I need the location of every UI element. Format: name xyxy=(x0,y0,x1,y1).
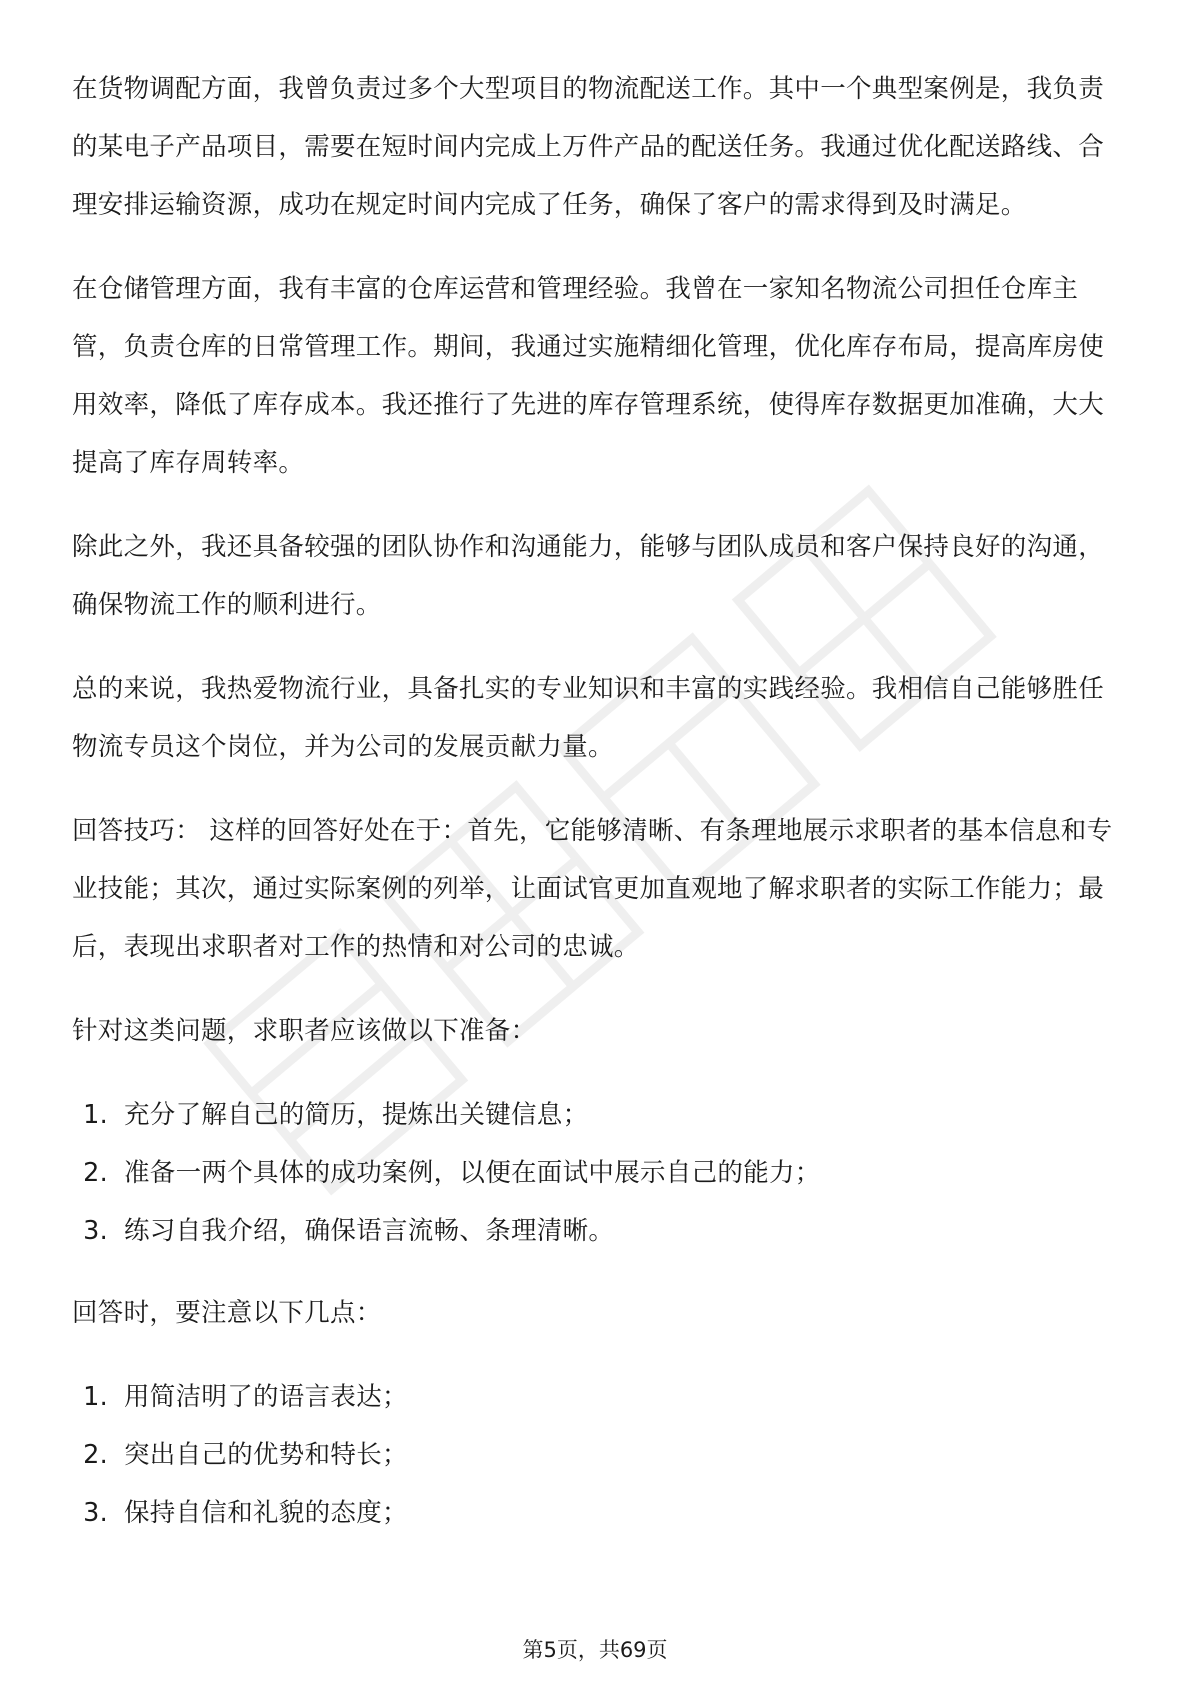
page-number: 第5页，共69页 xyxy=(522,1638,668,1662)
list-number: 3. xyxy=(83,1216,108,1246)
page-content xyxy=(72,60,1122,1566)
answer-list xyxy=(72,1368,1122,1542)
list-item xyxy=(72,1144,1122,1202)
list-text: 充分了解自己的简历，提炼出关键信息； xyxy=(124,1100,589,1130)
paragraph-summary: 总的来说，我热爱物流行业，具备扎实的专业知识和丰富的实践经验。我相信自己能够胜任物流专员这个岗位，并为公司的发展贡献力量。 xyxy=(72,674,1105,762)
answer-heading: 回答时，要注意以下几点： xyxy=(72,1298,382,1328)
paragraph-warehouse-management: 在仓储管理方面，我有丰富的仓库运营和管理经验。我曾在一家知名物流公司担任仓库主管，负责仓库的日常管理工作。期间，我通过实施精细化管理，优化库存布局，提高库房使用效率，降低了库存成本。我还推行了先进的库存管理系统，使得库存数据更加准确，大大提高了库存周转率。 xyxy=(72,274,1105,478)
list-item xyxy=(72,1368,1122,1426)
list-text: 保持自信和礼貌的态度； xyxy=(124,1498,408,1528)
list-text: 准备一两个具体的成功案例，以便在面试中展示自己的能力； xyxy=(124,1158,821,1188)
list-number: 1. xyxy=(83,1100,108,1130)
list-number: 2. xyxy=(83,1158,108,1188)
list-number: 3. xyxy=(83,1498,108,1528)
list-item xyxy=(72,1202,1122,1260)
paragraph-cargo-allocation: 在货物调配方面，我曾负责过多个大型项目的物流配送工作。其中一个典型案例是，我负责的某电子产品项目，需要在短时间内完成上万件产品的配送任务。我通过优化配送路线、合理安排运输资源，成功在规定时间内完成了任务，确保了客户的需求得到及时满足。 xyxy=(72,74,1105,220)
list-item xyxy=(72,1086,1122,1144)
list-number: 2. xyxy=(83,1440,108,1470)
list-number: 1. xyxy=(83,1382,108,1412)
list-item xyxy=(72,1484,1122,1542)
list-text: 练习自我介绍，确保语言流畅、条理清晰。 xyxy=(124,1216,615,1246)
paragraph-answer-tips: 回答技巧： 这样的回答好处在于：首先，它能够清晰、有条理地展示求职者的基本信息和专业技能；其次，通过实际案例的列举，让面试官更加直观地了解求职者的实际工作能力；最后，表现出求职者对工作的热情和对公司的忠诚。 xyxy=(72,816,1113,962)
list-text: 突出自己的优势和特长； xyxy=(124,1440,408,1470)
prep-heading: 针对这类问题，求职者应该做以下准备： xyxy=(72,1016,537,1046)
list-text: 用简洁明了的语言表达； xyxy=(124,1382,408,1412)
prep-list xyxy=(72,1086,1122,1260)
paragraph-teamwork: 除此之外，我还具备较强的团队协作和沟通能力，能够与团队成员和客户保持良好的沟通，确保物流工作的顺利进行。 xyxy=(72,532,1105,620)
list-item xyxy=(72,1426,1122,1484)
